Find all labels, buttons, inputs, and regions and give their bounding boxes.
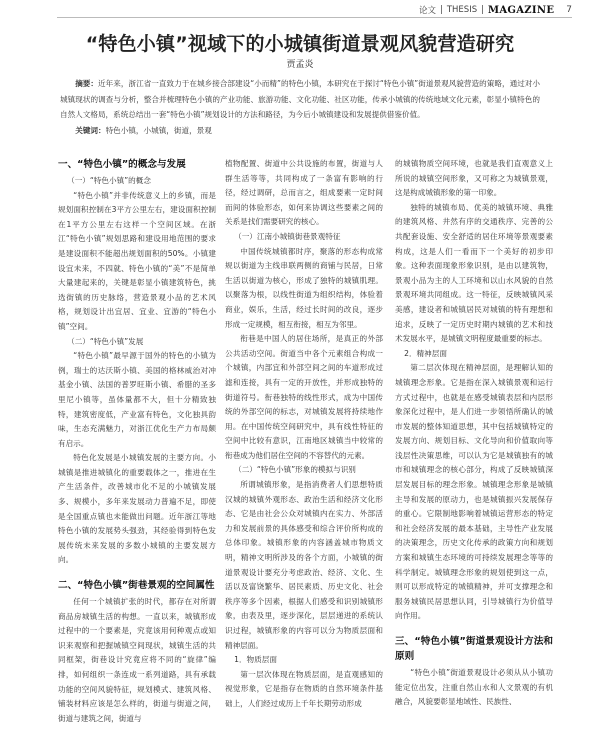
body-paragraph: 任何一个城镇扩张的时代，都存在对所谓商品房城镇生活的构想。一直以来，城镇形成过程中的一个要素是，究竟该用何种观点或知识来观察和把握城镇空间现状，城镇生活的共同框架，街巷设计究竟应将不同的“旋律”编排，如何组织一条连成一系列道路，具有承载功能的空间风貌特征，规划模式、建筑风格、铺装材料应该是怎么样的，街道与街道之间，街道与建筑之间，街道与 (58, 597, 216, 723)
body-paragraph: 所谓城镇形象，是指消费者人们思想特质汉城的城镇外观形态、政治生活和经济文化形态、它是由社会公众对城镇内在实力、外部活力和发展前景的具体感受和综合评价所构成的总体印象。城镇形象的内容涵盖城市物质文明，精神文明所涉及的各个方面，小城镇的街道景观设计要充分考虑政治、经济、文化、生活以及富饶繁华、居民素质、历史文化、社会秩序等多个因素，根据人们感受和识别城镇形象，由表及里，逐步深化，层层递进的系统认识过程，城镇形象的内容可以分为物质层面和精神层面。 (225, 480, 383, 650)
page-number: 7 (566, 5, 572, 15)
column-3 (395, 157, 553, 710)
abstract-label: 摘要： (75, 79, 99, 88)
abstract-text: 近年来，浙江省一直致力于在城乡接合部建设“小而精”的特色小镇，本研究在于探讨“特色小镇”街道景观风貌营造的策略，通过对小城镇现状的调查与分析，整合并梳理特色小镇的产业功能、旅游功能、文化功能、社区功能，传承小城镇的传统地域文化元素，彰显小镇特色的自然人文格局，系统总结出一套“特色小镇”规划设计的方法和路径，为今后小城镇建设和发展提供借鉴价值。 (60, 79, 541, 119)
spacer (395, 624, 553, 634)
subsection-heading: （二）“特色小镇”形象的模拟与识别 (234, 465, 356, 475)
header-section: 论文 (418, 6, 436, 16)
abstract-paragraph (60, 76, 540, 123)
body-paragraph: 第一层次体现在物质层面，是直观感知的视觉形象，它是指存在物质的自然环境条件基础上，人们经过成历上千年长期劳动形成 (225, 669, 383, 708)
article-author: 贾孟炎 (286, 60, 314, 70)
keywords-text: 特色小镇，小城镇，街道，景观 (105, 125, 212, 135)
article-title: “特色小镇”视域下的小城镇街道景观风貌营造研究 (85, 33, 515, 55)
column-1 (58, 157, 216, 726)
header-rule (57, 17, 572, 18)
subsection-heading: （一）江南小城镇街巷景观特征 (234, 231, 341, 241)
body-paragraph: 特色化发展是小城镇发展的主要方向。小城镇是推进城镇化的重要载体之一，推进在生产生活条件，改善城市化不足的小城镇发展多、规模小，多年来发展动力普遍不足，即使是全国重点镇也未能做出问题。近年浙江等地特色小镇的发展势头强劲，其经验得到特色发展传统未来发展的多数小城镇的主要发展方向。 (58, 453, 216, 565)
subsection-heading: 2．精神层面 (404, 348, 447, 358)
body-paragraph: 植物配置、街道中公共设施的布置，街道与人群生活等等，共同构成了一条富有影响的行径，经过调研，总而言之，组成要素一定时间而间的体验形态，如何来协调这些要素之间的关系是找们需要研究的核心。 (225, 159, 383, 227)
section-heading-3: 三、“特色小镇”街道景观设计方法和原则 (395, 636, 553, 662)
body-paragraph: 中国传统城镇都时序，聚落的形态构成常规以街道为主线串联两侧的商铺与民居，日常生活以街道为核心，形成了独特的城镇肌理。以聚落为根，以线性街道为组织结构，体验着商业，娱乐，生活，经过长时间的改良，逐步形成一定规模，相互衔接，相互为邻里。 (225, 246, 383, 329)
header-divider-2: | (481, 5, 484, 15)
body-paragraph: 第二层次体现在精神层面，是理解认知的城镇理念形象。它是指在深入城镇景观和运行方式过程中，也就是在感受城镇表层和内层形象深化过程中，是人们进一步领悟所确认的城市发展的整体知道思想，其中包括城镇特定的发展方向、规划目标、文化导向和价值取向等浅层性决策思维，可以认为它是城镇独有的城市和城镇理念的核心部分，构成了反映城镇深层发展目标的理念形象。城镇理念形象是城镇主导和发展的原动力，也是城镇振兴发展保存的重心。它限制地影响着城镇运营形态的特定和社会经济发展的最本基础，主导性产业发展的决策理念，历史文化传承的政策方向和规划方案和城镇生态环境的可持续发展理念等等的科学制定。城镇理念形象的规划使到这一点，则可以形成特定的城镇精神，并可支撑理念和服务城镇民居思想认同，引导城镇行为价值导向作用。 (395, 363, 553, 621)
body-paragraph: “特色小镇”最早源于国外的特色的小镇为例，瑞士的达沃斯小镇、美国的格林威治对冲基金小镇、法国的普罗旺斯小镇、希腊的圣多里尼小镇等，虽体量都不大，但十分精致独特，建筑密度低，产业富有特色，文化独具韵味，生态充满魅力，对浙江优化生产力布局颇有启示。 (58, 351, 216, 448)
header-magazine: MAGAZINE (487, 4, 555, 16)
keywords-paragraph (60, 123, 540, 139)
body-paragraph: “特色小镇”并非传统意义上的乡镇，而是规划面积控制在3平方公里左右，建设面积控制在1平方公里左右这样一个空间区域。在浙江“特色小镇”规划思路和建设用地范围的要求是建设面积不能超出规划面积的50%。小镇建设宜未来，不四就、特色小镇的“美”不是简单大量建起来的，关键是彰显小镇建筑特色，挑选街镇的历史脉络，营造景观小品的艺术风格，规划设计出宜居、宜业、宜游的“特色小镇”空间。 (58, 190, 216, 331)
spacer (58, 568, 216, 578)
header-divider: | (439, 5, 443, 15)
section-heading-1: 一、“特色小镇”的概念与发展 (58, 159, 186, 170)
column-2 (225, 157, 383, 712)
body-paragraph: 独特的城镇布局、优美的城镇环境、典雅的建筑风格、井然有序的交通秩序、完善的公共配套设施、安全舒适的居住环境等景观要素构成，这是人们一看而下一个美好的初步印象。这种表面现象形象识别，是由以建筑物，景观小品为主的人工环境和以山水风貌的自然景观环境共同组成。这一特征，反映城镇风采美感，建设者和城镇居民对城镇的特有理想和追求，反映了一定历史时期内城镇的艺术和技术发展水平，是城镇文明程度最重要的标志。 (395, 202, 553, 344)
keywords-label: 关键词： (75, 125, 106, 135)
body-paragraph: “特色小镇”街道景观设计必须从从小镇功能定位出发，注重自然山水和人文景观的有机融合，风貌要彰显地域性、民族性、 (395, 668, 553, 707)
body-paragraph: 的城镇物质空间环境，也就是我们直观意义上所说的城镇空间形象，又可称之为城镇景观，这是构成城镇形象的第一印象。 (395, 159, 553, 198)
running-header (419, 4, 572, 16)
body-paragraph: 衔巷是中国人的居住场所，是真正的外部公共活动空间。街道当中各个元素组合构成一个城镇，内部宜和外部空间之间的车道形成过滤和连接，具有一定的开放性，并形成独特的街道符号。衔巷独特的线性形式，成为中国传统的外部空间的标志，对城镇发展将持续地作用。在中国传统空间研究中，具有线性特征的空间中比较有意识，江南地区城镇当中较常的衔巷成为他们居住空间的不容替代的元素。 (225, 334, 383, 460)
header-thesis: THESIS (446, 5, 478, 15)
subsection-heading: （一）“特色小镇”的概念 (67, 176, 151, 185)
section-heading-2: 二、“特色小镇”街巷景观的空间属性 (58, 580, 215, 592)
subsection-heading: 1．物质层面 (234, 655, 277, 665)
abstract-block (60, 76, 540, 138)
subsection-heading: （二）“特色小镇”发展 (67, 336, 144, 346)
